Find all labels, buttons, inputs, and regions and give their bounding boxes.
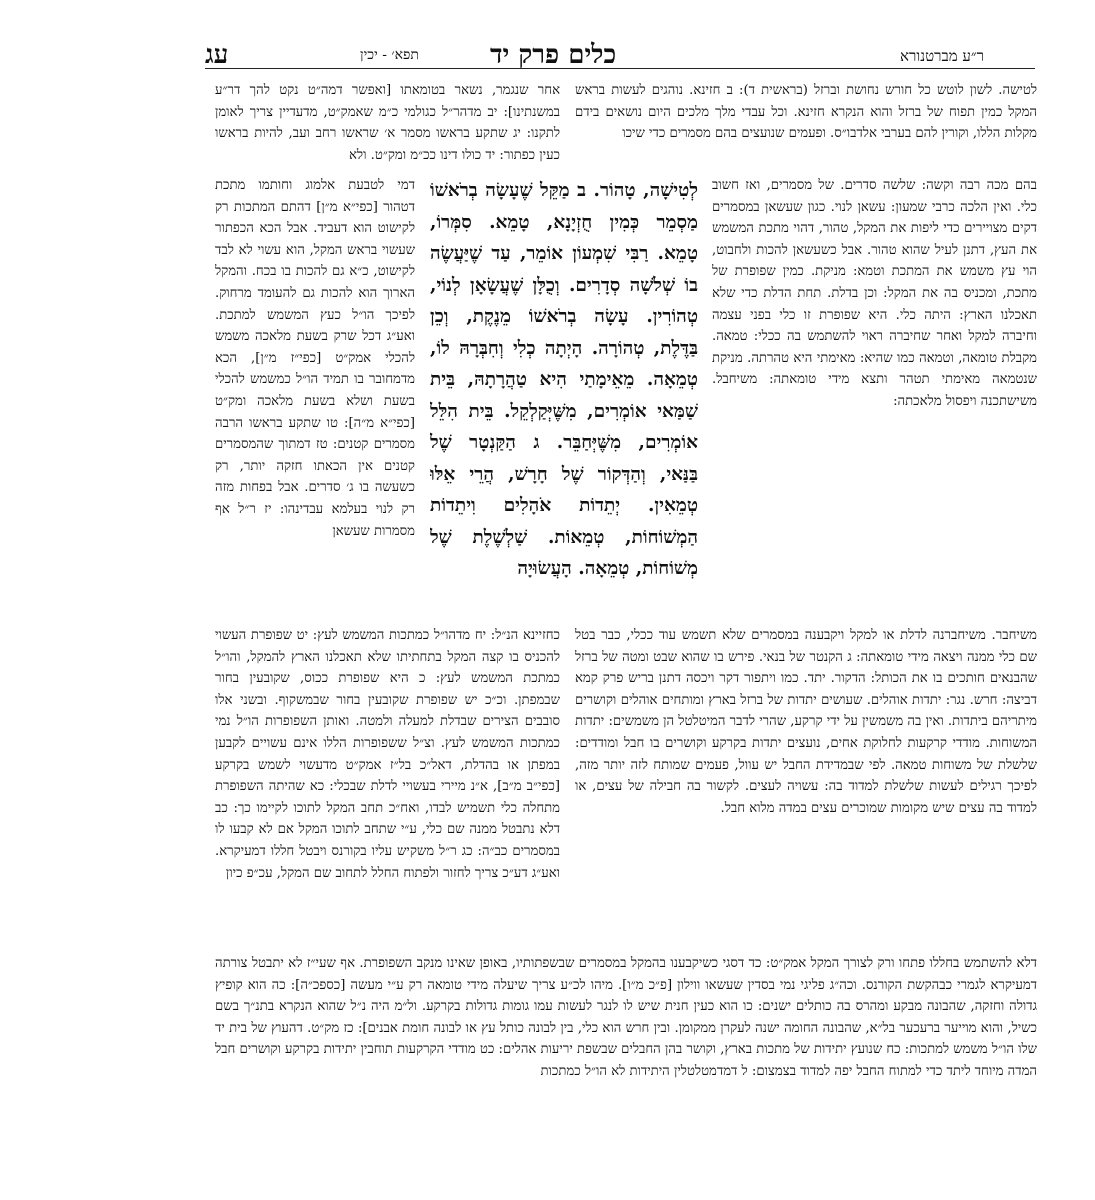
bartenura-lower: משיחבר. משיחברנה לדלת או למקל ויקבענה במסמרים שלא תשמש עוד ככלי, כבר בטל שם כלי ממנה ויצאה מידי טומאתה: ג הקנטר של בנאי. פירש בו שהוא שבט ומטה של ברזל שהבנאים חותכים בו את הכותל: הדקור. יתד. כמו ויתפור דקר ויכסה דתנן בריש פרק קמא דביצה: חרש. נגר: יתדות אוהלים. שעושים יתדות של ברזל בארץ ומותחים אוהלים וקושרים מיתריהם ביתדות. ואין בה משמשין על ידי קרקע, שהרי לדבר המיטלטל הן משמשים: יתדות המשוחות. מודדי קרקעות לחלוקת אחים, נועצים יתדות בקרקע וקושרים בו חבל ומודדים: שלשלת של משוחות טמאה. לפי שבמדידת החבל יש עוול, פעמים שמותח לזה יותר מזה, לפיכך רגילים לעשות שלשלת למדוד בה: עשויה לעצים. לקשור בה חבילה של עצים, או למדוד בה עצים שיש מקומות שמוכרים עצים במדה מלוא חבל.: [575, 628, 1037, 816]
tiferet-yisrael-middle: דמי לטבעת אלמוג וחותמו מתכת דטהור [כפי״א מ״ן] דהתם המתכות רק לקישוט הוא דעביד. אבל הכא הכפתור שעשוי בראש המקל, הוא עשוי לא לבד לקישוט, כ״א גם להכות בו בכח. והמקל הארוך הוא להכות גם להעומד מרחוק. לפיכך הו״ל כעץ המשמש למתכת. ואע״ג דכל שרק בשעת מלאכה משמש להכלי אמק״ט [כפי״ז מ״ן], הכא מדמחובר בו תמיד הו״ל כמשמש להכלי בשעת ושלא בשעת מלאכה ומק״ט [כפי״א מ״ה]: טו שתקע בראשו הרבה מסמרים קטנים: טז דמתוך שהמסמרים קטנים אין הכאתו חזקה יותר, רק כשעשה בו ג׳ סדרים. אבל בפחות מזה רק לנוי בעלמא עבדינהו: יז ר״ל אף מסמרות שעשאן: [215, 178, 415, 539]
tiferet-yisrael-upper: אחר שנגמר, נשאר בטומאתו [ואפשר דמה״ט נקט להך דר״ע במשנתינו]: יב מדהר״ל כגולמי כ״מ שאמק״ט, מדעדיין צריך לאומן לתקנו: יג שתקע בראשו מסמר א׳ שראשו רחב ועב, להיות בראשו כעין כפתור: יד כולו דינו ככ״מ ומק״ט. ולא: [215, 83, 560, 163]
header-divider: [205, 68, 1035, 69]
commentary-title: ר״ע מברטנורא: [900, 47, 984, 65]
folio-number: עג: [205, 40, 229, 70]
chapter-title: כלים פרק יד: [490, 40, 617, 70]
mishna-range-label: תפא׳ - יכין: [360, 47, 419, 63]
bartenura-middle: בהם מכה רבה וקשה: שלשה סדרים. של מסמרים, ואז חשוב כלי. ואין הלכה כרבי שמעון: עשאן לנוי. כגון שעשאן במסמרים דקים מצויירים כדי ליפות את המקל, טהור, דהוי מתכת המשמש את העץ, דתנן לעיל שהוא טהור. אבל כשעשאן להכות ולחבוט, הוי עץ משמש את המתכת וטמא: מניקת. כמין שפופרת של מתכת, ומכניס בה את המקל: וכן בדלת. תחת הדלת כדי שלא תאכלנו הארץ: היתה כלי. היא שפופרת זו כלי בפני עצמה וחיברה למקל ואחר שחיברה ראוי להשתמש בה ככלי: טמאה. מקבלת טומאה, וטמאה כמו שהיא: מאימתי היא טהרתה. מניקת שנטמאה מאימתי תטהר ותצא מידי טומאתה: משיחבל. משישתכנה ויפסול מלאכתה:: [712, 178, 1037, 409]
mishna-text: לְטִישָׁה, טָהוֹר. ב מַקֵּל שֶׁעָשָׂה בְרֹאשׁוֹ מַסְמֵר כְּמִין חֻזְיָנָא, טָמֵא. סִמְּרוֹ, טָמֵא. רַבִּי שִׁמְעוֹן אוֹמֵר, עַד שֶׁיַּעֲשֶׂה בוֹ שְׁלֹשָׁה סְדָרִים. וְכֻלָּן שֶׁעֲשָׂאָן לְנוֹי, טְהוֹרִין. עָשָׂה בְרֹאשׁוֹ מֵנֶקֶת, וְכֵן בַּדֶּלֶת, טְהוֹרָה. הָיְתָה כְלִי וְחִבְּרָהּ לוֹ, טְמֵאָה. מֵאֵימָתַי הִיא טַהֲרָתָהּ, בֵּית שַׁמַּאי אוֹמְרִים, מִשֶּׁיְּקַלְקֵל. בֵּית הִלֵּל אוֹמְרִים, מִשֶּׁיְּחַבֵּר. ג הַקַּנְטָר שֶׁל בַּנַּאי, וְהַדְּקוֹר שֶׁל חָרָשׁ, הֲרֵי אֵלּוּ טְמֵאִין. יְתֵדוֹת אֹהָלִים וִיתֵדוֹת הַמְשׁוֹחוֹת, טְמֵאוֹת. שַׁלְשֶׁלֶת שֶׁל מְשׁוֹחוֹת, טְמֵאָה. הָעֲשׂוּיָה: [430, 180, 698, 579]
bartenura-upper: לטישה. לשון לוטש כל חורש נחושת וברזל (בראשית ד): ב חזינא. נוהגים לעשות בראש המקל כמין תפוח של ברזל והוא הנקרא חזינא. וכל עבדי מלך מלכים היום נושאים בידם מקלות הללו, וקורין להם בערבי אלדבו״ס. ופעמים שנועצים בהם מסמרים כדי שיכו: [575, 83, 1037, 142]
tiferet-yisrael-lower: כחזיינא הנ״ל: יח מדהו״ל כמתכות המשמש לעץ: יט שפופרת העשוי להכניס בו קצה המקל בתחתיתו שלא תאכלנו הארץ להמקל, והו״ל כמתכת המשמש לעץ: כ היא שפופרת ככוס, שקובעין בחור שבמפתן. וכ״כ יש שפופרת שקובעין בחור שבמשקוף. ובשני אלו סובבים הצירים שבדלת למעלה ולמטה. ואותן השפופרות הו״ל נמי כמתכות המשמש לעץ. וצ״ל ששפופרות הללו אינם עשויים לקבען במפתן או בהדלת, דאל״כ בל״ז אמק״ט מדעשוי לשמש בקרקע [כפי״ב מ״ב], א״נ מיירי בעשויי לדלת שבכלי: כא שהיתה השפופרת מתחלה כלי תשמיש לבדו, ואח״כ תחב המקל לתוכו לקיימו כך: כב דלא נתבטל ממנה שם כלי, ע״י שתחב לתוכו המקל אם לא קבעו לו במסמרים כב״ה: כג ר״ל משקיש עליו בקורנס ויבטל חללו דמעיקרא. ואע״ג דע״כ צריך לחזור ולפתוח החלל לתחוב שם המקל, עכ״פ כיון: [215, 628, 560, 881]
tiferet-yisrael-bottom: דלא להשתמש בחללו פתחו ורק לצורך המקל אמק״ט: כד דסגי כשיקבענו בהמקל במסמרים שבשפתותיו, באופן שאינו מנקב השפופרת. אף שעי״ז לא יתבטל צורתה דמעיקרא לגמרי כבהקשת הקורנס. וכה״ג פליגי נמי בסדין שעשאו ווילון [פ״כ מ״ו]. מיהו לכ״ע צריך שיעלה מידי טומאה רק ע״י מעשה [כספכ״ה]: כה הוא קופיץ גדולה וחזקה, שהבונה מבקע ומהרס בה כותלים ישנים: כו הוא כעין חנית שיש לו לנגר לעשות עמו גומות גדולות בקרקע. ול״מ היה נ״ל שהוא הנקרא בתנ״ך בשם כשיל, והוא מוייער ברעכער בל״א, שהבונה החומה ישנה לעקרן ממקומן. ובין חרש הוא כלי, בין לבונה כותל עץ או לבונה חומת אבנים]: כז מק״ט. דהעוץ של בית יד שלו הו״ל משמש למתכות: כח שנועץ יתידות של מתכות בארץ, וקושר בהן החבלים שבשפת יריעות אהלים: כט מודדי הקרקעות תוחבין יתידות בקרקע וקושרים חבל המדה מיוחד ליתד כדי למתוח החבל יפה למדוד בצמצום: ל דמדמטלטלין היתידות לא הו״ל כמתכות: [215, 956, 1037, 1079]
